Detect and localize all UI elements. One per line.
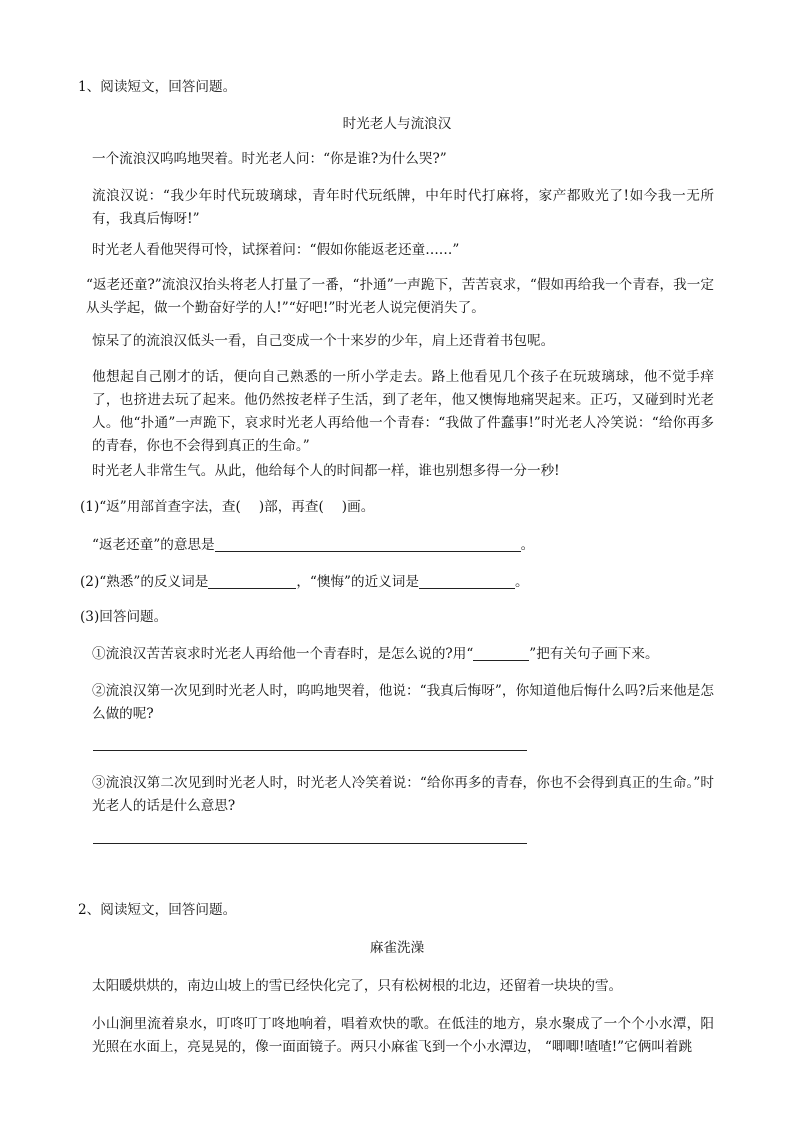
q1-sub3-1-text-a: ①流浪汉苦苦哀求时光老人再给他一个青春时，是怎么说的?用“	[92, 646, 474, 662]
q1-paragraph-1: 一个流浪汉呜呜地哭着。时光老人问：“你是谁?为什么哭?”	[92, 151, 447, 167]
q1-sub3: (3)回答问题。	[80, 609, 168, 625]
q1-sub1	[80, 496, 374, 519]
q2-heading	[78, 899, 236, 922]
q1-sub3-2: ②流浪汉第一次见到时光老人时，呜呜地哭着，他说：“我真后悔呀”，你知道他后悔什么吗?后来他是怎么做的呢?	[92, 683, 714, 722]
synonym-answer-line[interactable]	[419, 573, 515, 589]
q1-sub2	[80, 571, 529, 594]
q1-paragraph-6: 他想起自己刚才的话，便向自己熟悉的一所小学走去。路上他看见几个孩子在玩玻璃球，他不觉手痒了，也挤进去玩了起来。他仍然按老样子生活，到了老年，他又懊悔地痛哭起来。正巧，又碰到时光老人。他“扑通”一声跪下，哀求时光老人再给他一个青春：“我做了件蠢事!”时光老人冷笑说：“给你再多的青春，你也不会得到真正的生命。”	[92, 369, 714, 454]
q2-number: 2、	[78, 902, 101, 918]
stroke-count-answer-blank[interactable]	[324, 499, 342, 514]
q1-title: 时光老人与流浪汉	[342, 116, 452, 132]
meaning-answer-line[interactable]	[215, 536, 521, 552]
q1-sub1-meaning-end: 。	[520, 537, 535, 553]
q1-number: 1、	[78, 79, 101, 95]
q2-title: 麻雀洗澡	[369, 940, 425, 956]
q1-paragraph-4: “返老还童?”流浪汉抬头将老人打量了一番，“扑通”一声跪下，苦苦哀求，“假如再给我一个青春，我一定从头学起，做一个勤奋好学的人!”“好吧!”时光老人说完便消失了。	[86, 277, 714, 316]
q1-sub3-1	[92, 643, 659, 666]
q1-paragraph-5: 惊呆了的流浪汉低头一看，自己变成一个十来岁的少年，肩上还背着书包呢。	[92, 333, 555, 349]
q1-sub3-3: ③流浪汉第二次见到时光老人时，时光老人冷笑着说：“给你再多的青春，你也不会得到真正的生命。”时光老人的话是什么意思?	[92, 775, 714, 814]
q1-sub2-text-a: (2)“熟悉”的反义词是	[80, 574, 209, 590]
q1-heading	[78, 76, 236, 99]
q1-sub3-2-answer-line[interactable]	[93, 750, 527, 751]
underline-mark-sample	[473, 645, 529, 661]
q1-sub1-text-c: )画。	[341, 499, 375, 515]
q1-sub1-meaning	[92, 534, 534, 557]
q1-sub2-text-b: ，“懊悔”的近义词是	[296, 574, 419, 590]
q1-paragraph-3: 时光老人看他哭得可怜，试探着问：“假如你能返老还童……”	[92, 242, 460, 258]
q2-instruction: 阅读短文，回答问题。	[100, 902, 237, 918]
q1-sub2-text-c: 。	[514, 574, 529, 590]
q1-sub3-3-answer-line[interactable]	[93, 843, 527, 844]
antonym-answer-line[interactable]	[208, 573, 296, 589]
q1-paragraph-2: 流浪汉说：“我少年时代玩玻璃球，青年时代玩纸牌，中年时代打麻将，家产都败光了!如今我一无所有，我真后悔呀!”	[92, 188, 714, 227]
q2-paragraph-2: 小山涧里流着泉水，叮咚叮丁咚地响着，唱着欢快的歌。在低洼的地方，泉水聚成了一个个小水潭，阳光照在水面上，亮晃晃的，像一面面镜子。两只小麻雀飞到一个小水潭边， “唧唧!喳喳!”它俩叫着跳	[92, 1016, 714, 1055]
q1-sub1-meaning-text: “返老还童”的意思是	[92, 537, 215, 553]
q1-sub1-text-b: )部，再查(	[258, 499, 324, 515]
q2-paragraph-1: 太阳暖烘烘的，南边山坡上的雪已经快化完了，只有松树根的北边，还留着一块块的雪。	[92, 978, 623, 994]
q1-sub1-text-a: (1)“返”用部首查字法，查(	[80, 499, 241, 515]
q1-sub3-1-text-b: ”把有关句子画下来。	[529, 646, 659, 662]
q1-instruction: 阅读短文，回答问题。	[100, 79, 237, 95]
radical-answer-blank[interactable]	[241, 499, 259, 514]
q1-paragraph-7: 时光老人非常生气。从此，他给每个人的时间都一样，谁也别想多得一分一秒!	[92, 463, 560, 479]
